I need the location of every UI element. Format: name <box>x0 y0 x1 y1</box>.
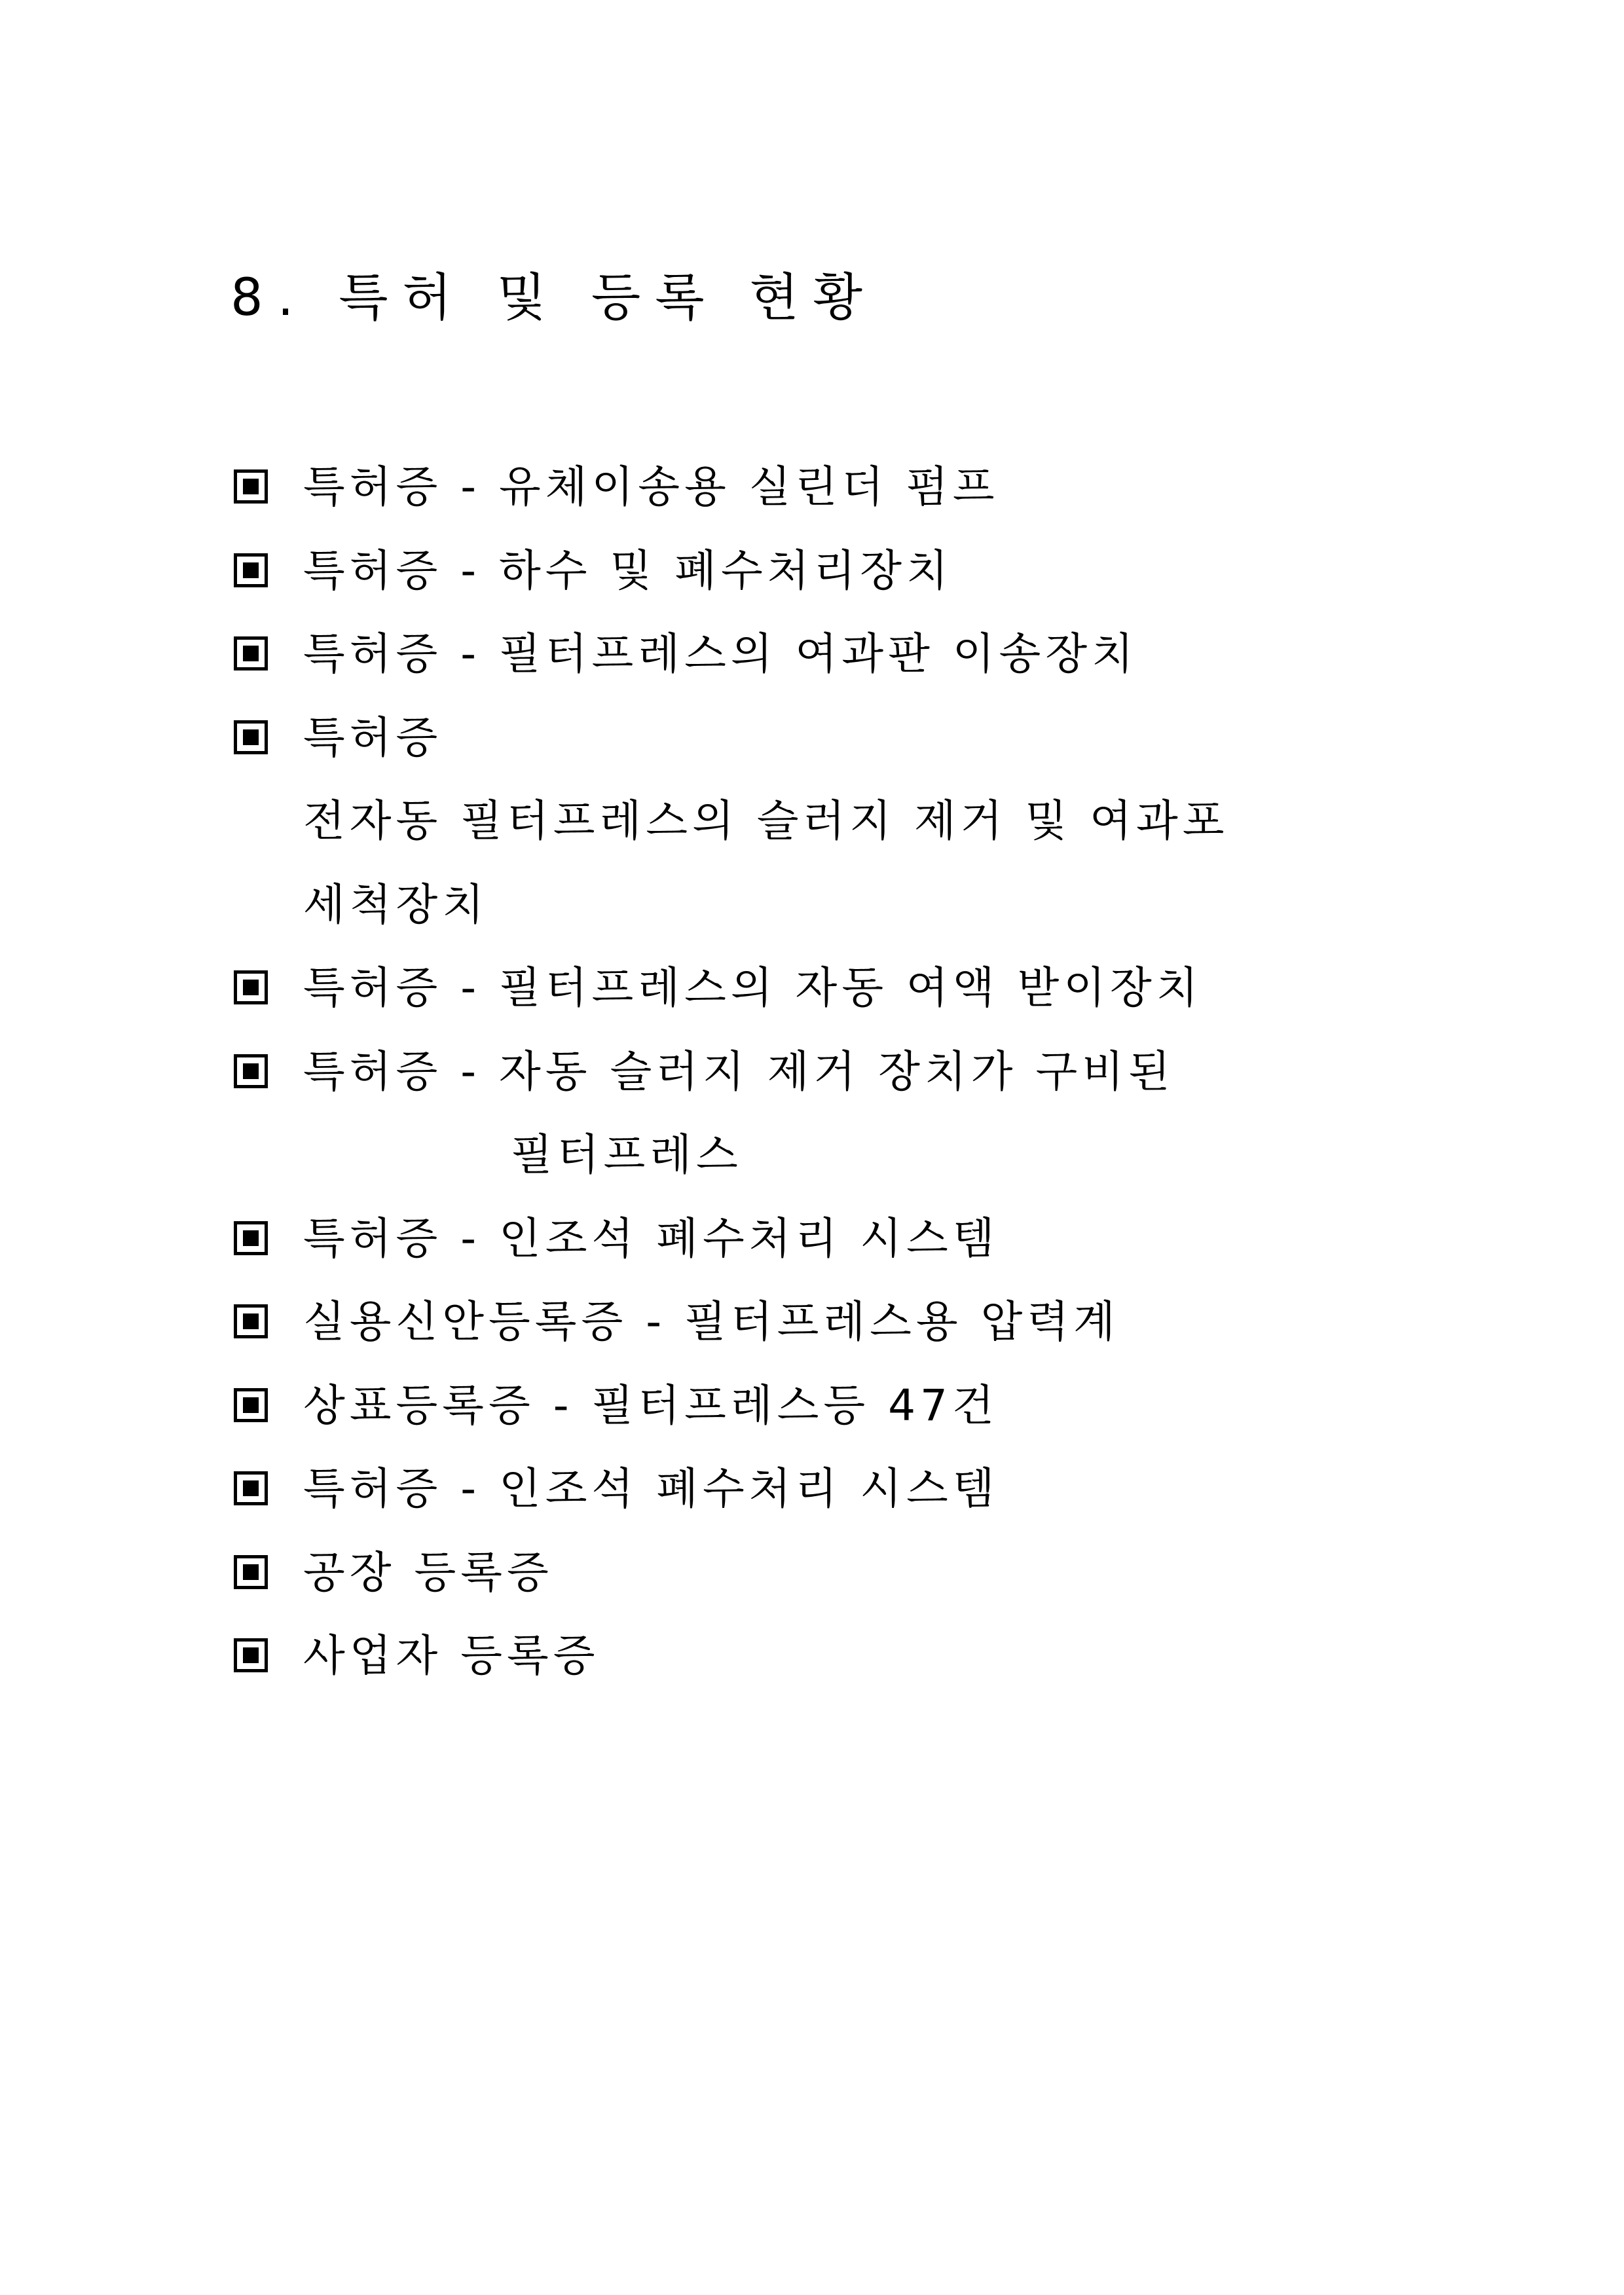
square-bullet-icon <box>234 720 268 754</box>
list-item-text: 특허증 <box>303 712 443 763</box>
list-item-text: 특허증 - 유체이송용 실린더 펌프 <box>303 462 999 512</box>
list-item-continuation <box>232 1113 1477 1197</box>
list-item-text: 특허증 - 인조석 폐수처리 시스템 <box>303 1463 999 1514</box>
square-bullet-icon <box>234 970 268 1004</box>
square-bullet-icon <box>234 1221 268 1255</box>
square-bullet-icon <box>234 1471 268 1505</box>
list-item-continuation-text: 필터프레스 <box>511 1129 743 1180</box>
list-item-text: 특허증 - 자동 슬러지 제거 장치가 구비된 <box>303 1046 1175 1097</box>
square-bullet-icon <box>234 636 268 670</box>
list-item-text: 특허증 - 필터프레스의 자동 여액 받이장치 <box>303 963 1203 1013</box>
square-bullet-icon <box>234 553 268 587</box>
list-item <box>232 1364 1477 1448</box>
square-bullet-icon <box>234 1054 268 1088</box>
square-bullet-icon <box>234 1388 268 1422</box>
list-item-continuation <box>232 863 1477 947</box>
square-bullet-icon <box>234 1304 268 1338</box>
list-item-continuation-text: 세척장치 <box>303 879 489 930</box>
list-item <box>232 1280 1477 1364</box>
square-bullet-icon <box>234 1555 268 1589</box>
list-item-continuation-text: 전자동 필터프레스의 슬러지 제거 및 여과포 <box>303 796 1229 846</box>
list-item-text: 상표등록증 - 필터프레스등 47건 <box>303 1380 999 1431</box>
square-bullet-icon <box>234 469 268 504</box>
list-item <box>232 1197 1477 1281</box>
list-item <box>232 612 1477 696</box>
page-title: 8. 특허 및 등록 현황 <box>231 268 877 327</box>
list-item <box>232 1531 1477 1615</box>
list-item-text: 사업자 등록증 <box>303 1630 600 1681</box>
list-item-text: 공장 등록증 <box>303 1547 553 1598</box>
list-item <box>232 1614 1477 1698</box>
list-item-text: 특허증 - 필터프레스의 여과판 이송장치 <box>303 629 1138 679</box>
list-item <box>232 1447 1477 1531</box>
list-item <box>232 696 1477 780</box>
list-item <box>232 445 1477 529</box>
list-item-continuation <box>232 779 1477 863</box>
list-item-text: 특허증 - 하수 및 폐수처리장치 <box>303 545 953 596</box>
list-item <box>232 1030 1477 1114</box>
registration-list <box>232 445 1477 1698</box>
list-item-text: 특허증 - 인조석 폐수처리 시스템 <box>303 1213 999 1264</box>
square-bullet-icon <box>234 1638 268 1672</box>
list-item <box>232 529 1477 613</box>
list-item-text: 실용신안등록증 - 필터프레스용 압력계 <box>303 1296 1120 1347</box>
list-item <box>232 946 1477 1030</box>
